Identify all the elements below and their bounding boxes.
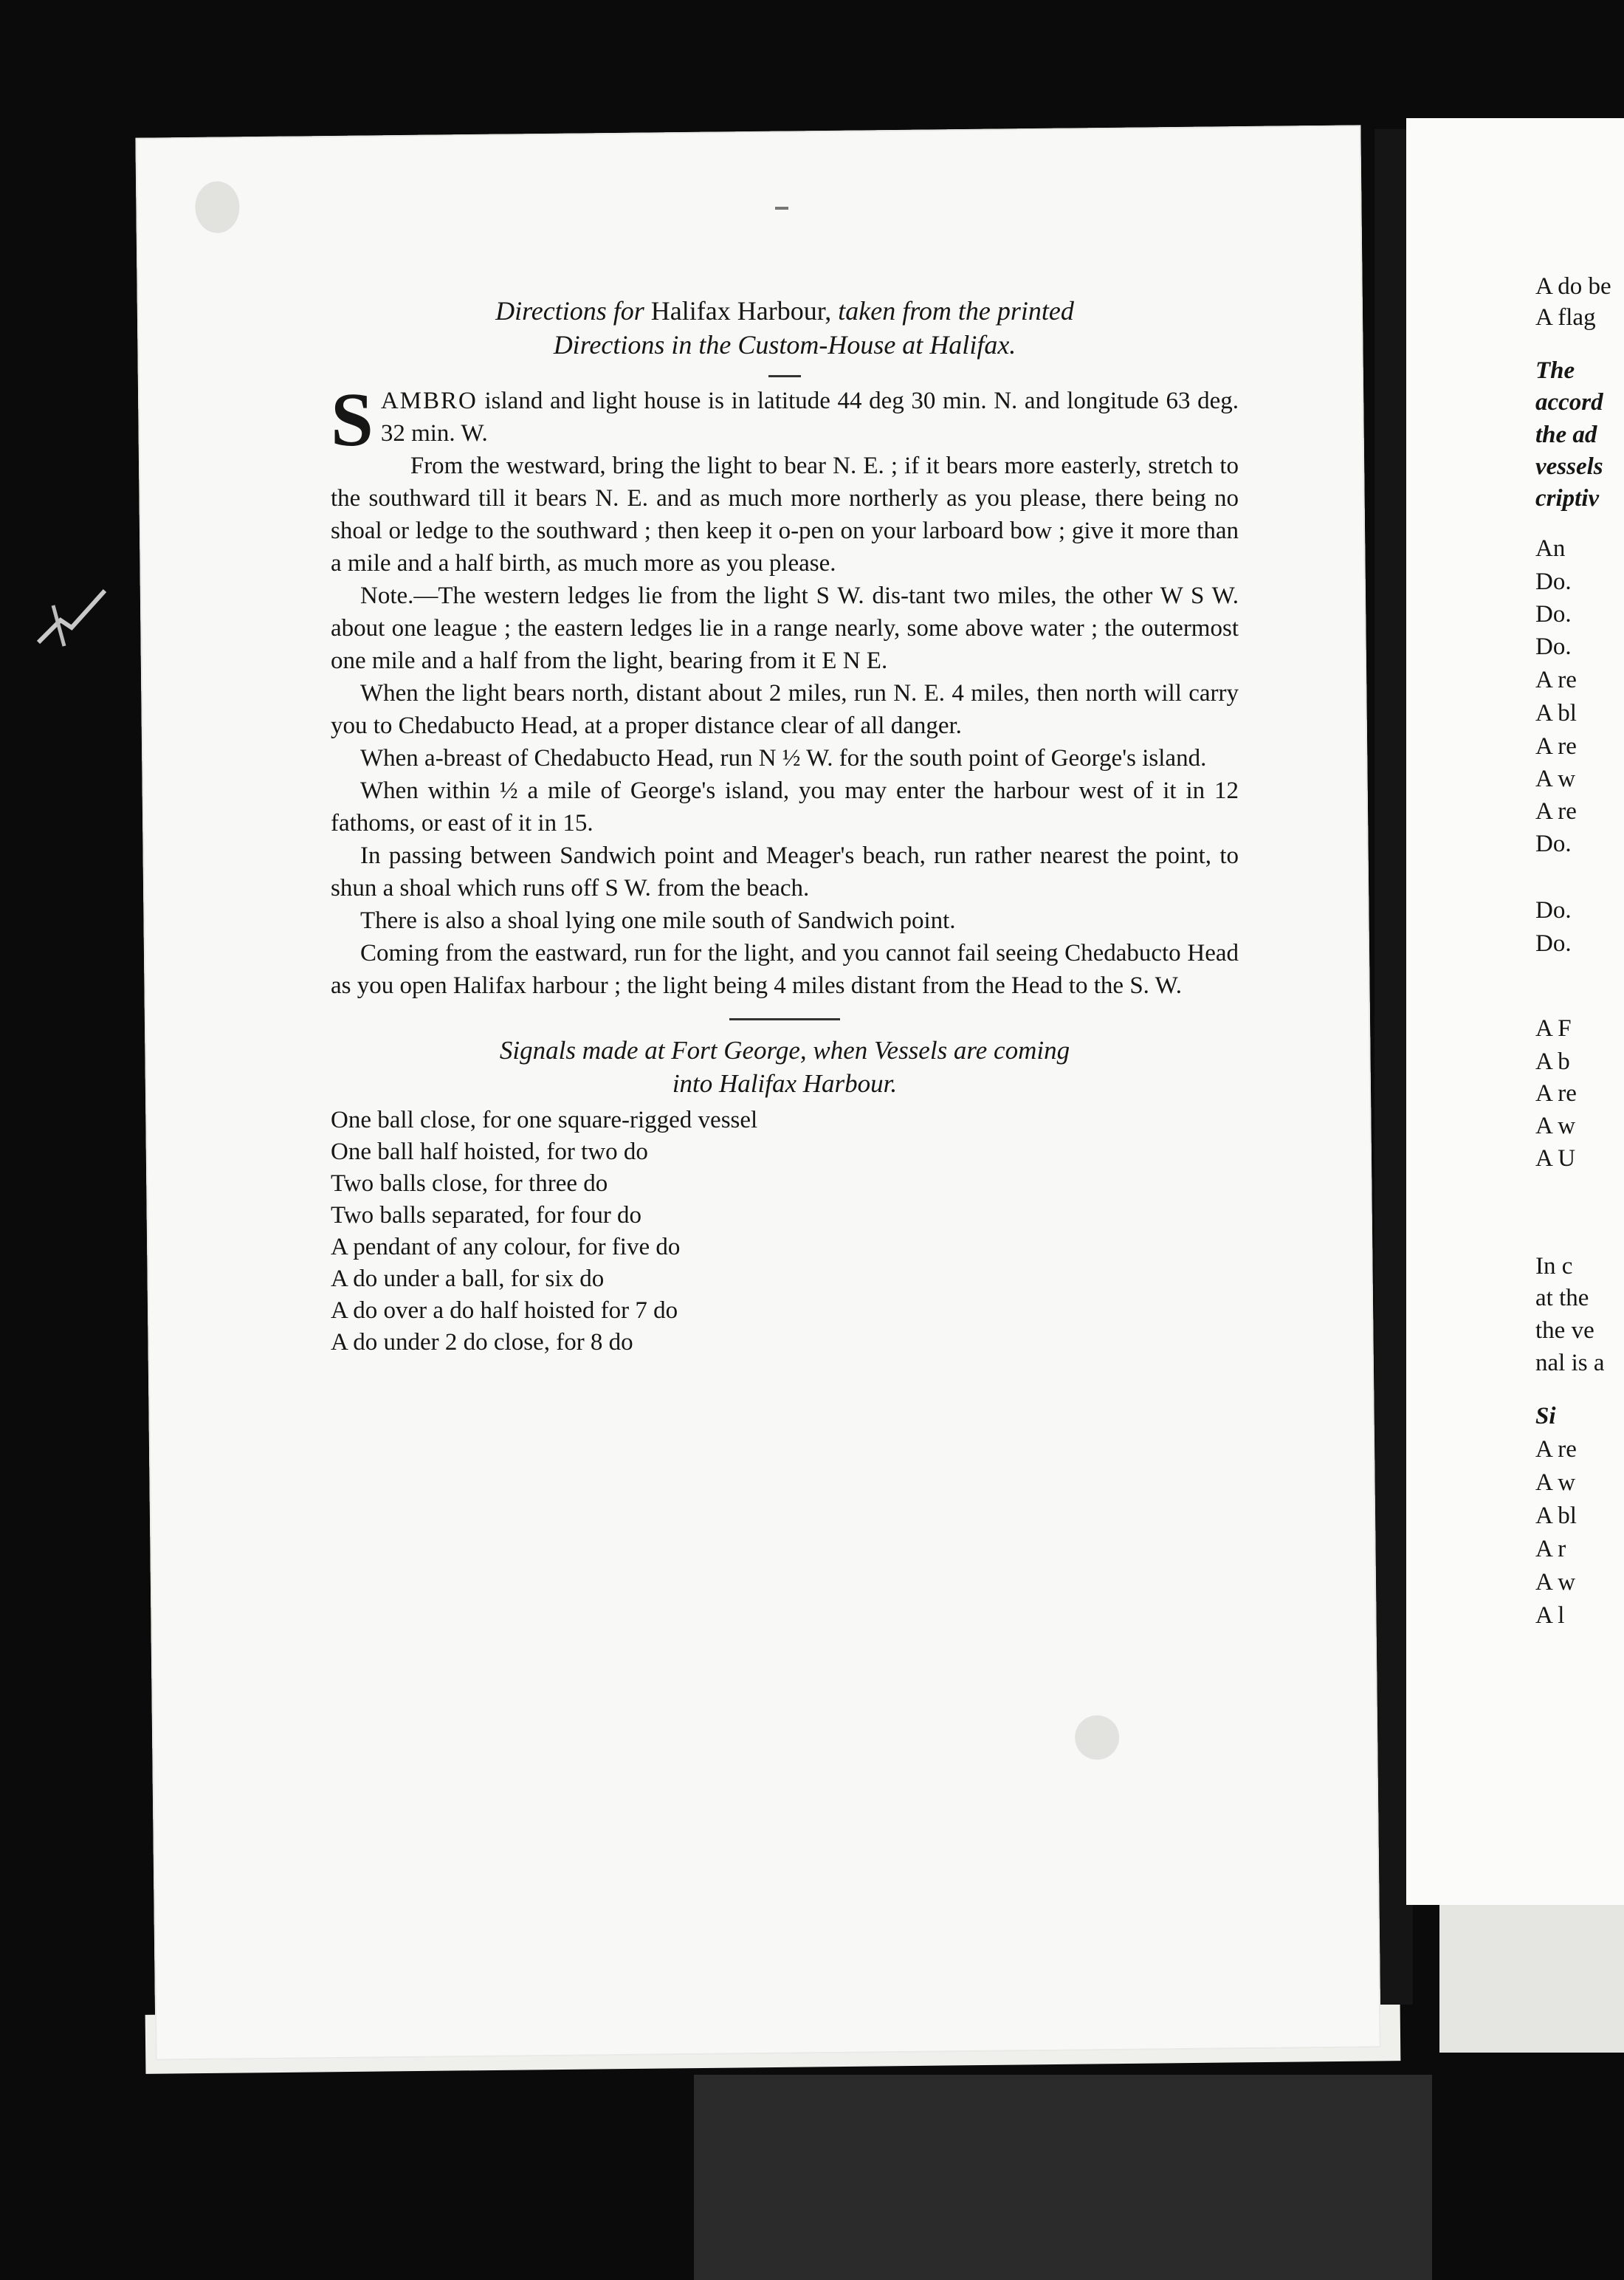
paragraph: There is also a shoal lying one mile south of Sandwich point. <box>360 907 956 934</box>
right-page-fragment: Si <box>1535 1403 1556 1429</box>
signals-heading-line-2: into Halifax Harbour. <box>672 1069 898 1098</box>
right-page-fragment: A w <box>1535 766 1576 792</box>
document-heading <box>331 294 1239 362</box>
right-page-fragment: A re <box>1535 1436 1577 1463</box>
right-page-fragment: the ad <box>1535 422 1597 448</box>
right-page-fragment: A flag <box>1535 304 1596 331</box>
signal-item: One ball close, for one square-rigged vessel <box>331 1107 758 1133</box>
right-page-fragment: Do. <box>1535 831 1572 857</box>
signal-item: A do over a do half hoisted for 7 do <box>331 1297 678 1324</box>
paragraph: When the light bears north, distant about 2 miles, run N. E. 4 miles, then north will carry you to Chedabucto Head, at a proper distance clear of all danger. <box>331 680 1239 739</box>
signals-list <box>331 1105 1239 1359</box>
right-page-fragment: In c <box>1535 1253 1573 1280</box>
heading-part-2: Halifax Harbour, <box>650 296 832 326</box>
page-stain <box>195 181 240 233</box>
right-page-fragment: A F <box>1535 1015 1572 1042</box>
right-page-lower-edge <box>1439 1905 1624 2053</box>
right-page-fragment: accord <box>1535 389 1603 416</box>
right-page <box>1406 118 1624 1905</box>
margin-mark-icon <box>31 576 120 657</box>
opening-text: island and light house is in latitude 44 deg 30 min. N. and longitude 63 deg. 32 min. W. <box>380 388 1239 447</box>
document-text <box>331 294 1239 1359</box>
right-page-fragment: A w <box>1535 1469 1576 1496</box>
lower-volume-edge <box>694 2075 1432 2280</box>
right-page-fragment: The <box>1535 357 1575 384</box>
right-page-fragment: the ve <box>1535 1317 1594 1344</box>
heading-rule <box>768 375 801 377</box>
signal-item: One ball half hoisted, for two do <box>331 1139 648 1165</box>
paragraph: Note.—The western ledges lie from the light S W. dis-tant two miles, the other W S W. about one league ; the eastern ledges lie in a range nearly, some above water ; the outermost one mile and a half from the light, bearing from it E N E. <box>331 583 1239 674</box>
section-divider <box>729 1018 840 1020</box>
right-page-fragment: A r <box>1535 1536 1566 1562</box>
opening-lead-word: AMBRO <box>380 388 478 414</box>
signal-item: A pendant of any colour, for five do <box>331 1234 681 1260</box>
signal-item: Two balls close, for three do <box>331 1170 608 1197</box>
right-page-fragment: A re <box>1535 1080 1577 1107</box>
right-page-fragment: A b <box>1535 1048 1570 1075</box>
right-page-fragment: A w <box>1535 1113 1576 1139</box>
right-page-fragment: A w <box>1535 1569 1576 1596</box>
right-page-fragment: Do. <box>1535 569 1572 595</box>
right-page-fragment: Do. <box>1535 930 1572 957</box>
drop-cap: S <box>331 377 374 462</box>
signals-heading <box>331 1034 1239 1100</box>
signal-item: Two balls separated, for four do <box>331 1202 642 1229</box>
right-page-fragment: criptiv <box>1535 485 1600 512</box>
signals-heading-line-1: Signals made at Fort George, when Vessels are coming <box>499 1036 1070 1065</box>
right-page-fragment: Do. <box>1535 897 1572 924</box>
opening-paragraph <box>331 377 1239 462</box>
right-page-fragment: A re <box>1535 798 1577 825</box>
right-page-fragment: A U <box>1535 1145 1576 1172</box>
signal-item: A do under a ball, for six do <box>331 1266 605 1292</box>
right-page-fragment: nal is a <box>1535 1350 1605 1376</box>
page-stain <box>1075 1715 1120 1760</box>
right-page-fragment: A l <box>1535 1602 1565 1629</box>
heading-part-1: Directions for <box>495 296 644 326</box>
right-page-fragment: An <box>1535 535 1566 562</box>
right-page-fragment: Do. <box>1535 601 1572 628</box>
right-page-fragment: at the <box>1535 1285 1589 1311</box>
right-page-fragment: Do. <box>1535 633 1572 660</box>
paragraph: In passing between Sandwich point and Meager's beach, run rather nearest the point, to shun a shoal which runs off S W. from the beach. <box>331 842 1239 902</box>
heading-part-3: taken from the printed <box>838 296 1074 326</box>
right-page-fragment: A re <box>1535 667 1577 693</box>
page-mark <box>775 207 788 210</box>
paragraph: When within ½ a mile of George's island, you may enter the harbour west of it in 12 fathoms, or east of it in 15. <box>331 777 1239 837</box>
signal-item: A do under 2 do close, for 8 do <box>331 1329 633 1356</box>
heading-line-2: Directions in the Custom-House at Halifax. <box>553 330 1016 360</box>
paragraph: Coming from the eastward, run for the light, and you cannot fail seeing Chedabucto Head as you open Halifax harbour ; the light being 4 miles distant from the Head to the S. W. <box>331 940 1239 999</box>
right-page-fragment: A bl <box>1535 1503 1577 1529</box>
paragraph: When a-breast of Chedabucto Head, run N ½ W. for the south point of George's island. <box>360 745 1207 772</box>
right-page-fragment: A re <box>1535 733 1577 760</box>
right-page-fragment: vessels <box>1535 453 1603 480</box>
right-page-fragment: A bl <box>1535 700 1577 727</box>
right-page-fragment: A do be <box>1535 273 1611 300</box>
paragraph: From the westward, bring the light to bear N. E. ; if it bears more easterly, stretch to the southward till it bears N. E. and as much more northerly as you please, there being no shoal or ledge to the southward ; then keep it o-pen on your larboard bow ; give it more than a mile and a half birth, as much more as you please. <box>331 453 1239 577</box>
